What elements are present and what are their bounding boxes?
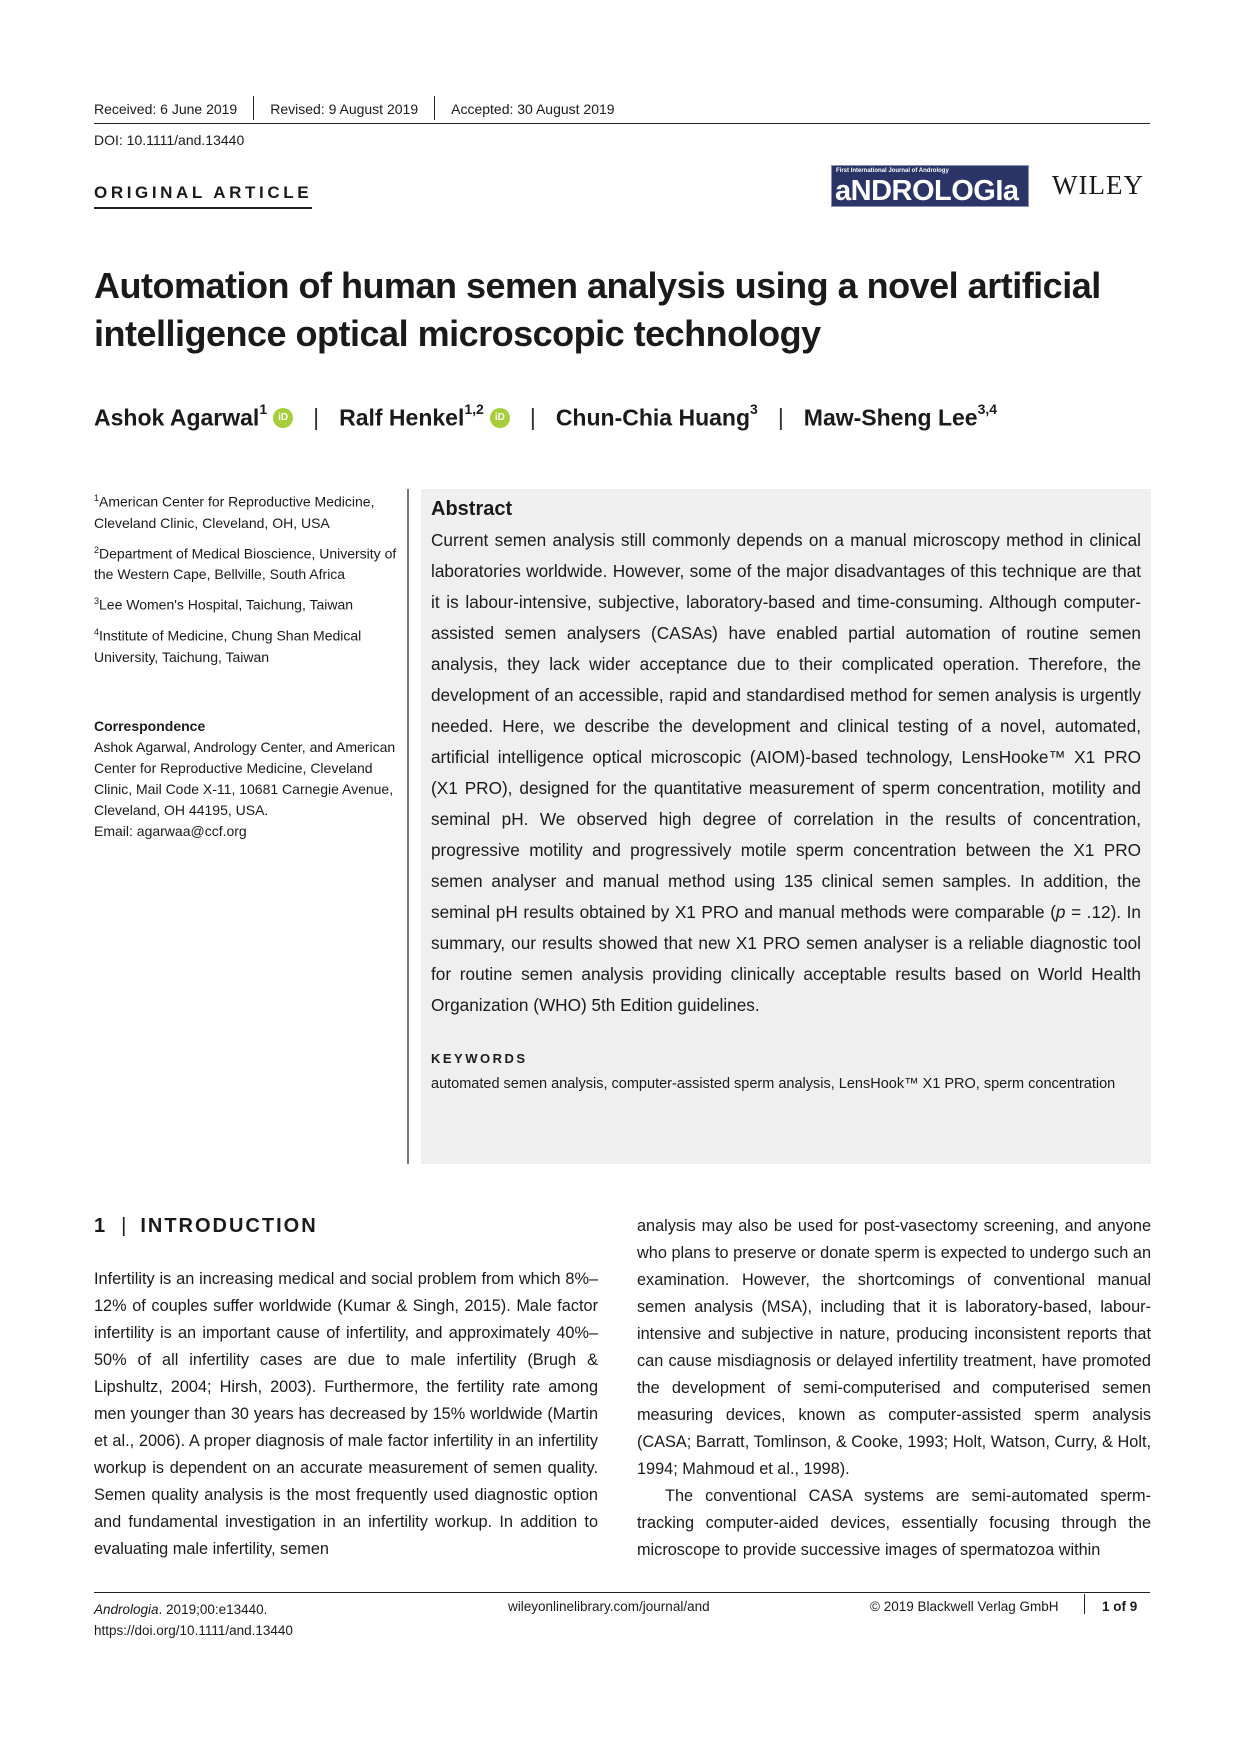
column-divider bbox=[407, 489, 409, 1164]
article-title: Automation of human semen analysis using a novel artificial intelligence optical microscopic technology bbox=[94, 265, 1101, 354]
divider: | bbox=[313, 404, 320, 431]
paragraph: The conventional CASA systems are semi-automated sperm-tracking computer-aided devices, essentially focusing through the microscope to provide successive images of spermatozoa within bbox=[637, 1487, 1151, 1559]
orcid-icon[interactable]: iD bbox=[490, 408, 510, 428]
affiliations bbox=[94, 488, 399, 674]
abstract-heading: Abstract bbox=[431, 498, 513, 520]
section-number: 1 bbox=[94, 1215, 108, 1237]
orcid-icon[interactable]: iD bbox=[273, 408, 293, 428]
divider bbox=[253, 96, 254, 120]
paragraph: Infertility is an increasing medical and social problem from which 8%–12% of couples suffer worldwide (Kumar & Singh, 2015). Male factor infertility is an important cause of infertility, and approximately 40%–50% of all infertility cases are due to male infertility (Brugh & Lipshultz, 2004; Hirsh, 2003). Furthermore, the fertility rate among men younger than 30 years has decreased by 15% worldwide (Martin et al., 2006). A proper diagnosis of male factor infertility in an infertility workup is dependent on an accurate measurement of semen quality. Semen quality analysis is the most frequently used diagnostic option and fundamental investigation in an infertility workup. In addition to evaluating male infertility, semen bbox=[94, 1270, 598, 1558]
footer-rule bbox=[94, 1592, 1150, 1593]
author[interactable]: Ralf Henkel$^{1,2}$ bbox=[339, 401, 484, 431]
affiliation: $^4$Institute of Medicine, Chung Shan Medical University, Taichung, Taiwan bbox=[94, 626, 362, 665]
page-number: 1 of 9 bbox=[1102, 1599, 1138, 1614]
footer-site-link[interactable]: wileyonlinelibrary.com/journal/and bbox=[508, 1599, 710, 1614]
divider bbox=[1084, 1594, 1085, 1614]
author[interactable]: Chun-Chia Huang$^3$ bbox=[555, 401, 758, 431]
section-heading bbox=[94, 1215, 318, 1238]
doi[interactable]: DOI: 10.1111/and.13440 bbox=[94, 132, 245, 148]
affiliation: $^2$Department of Medical Bioscience, University of the Western Cape, Bellville, South Africa bbox=[94, 544, 397, 583]
body-column-right bbox=[637, 1213, 1151, 1564]
paragraph: analysis may also be used for post-vasectomy screening, and anyone who plans to preserve or donate sperm is expected to undergo such an examination. However, the shortcomings of conventional manual semen analysis (MSA), including that it is laboratory-based, labour-intensive and subjective in nature, producing inconsistent reports that can cause misdiagnosis or delayed infertility treatment, have promoted the development of semi-computerised and computerised semen measuring devices, known as computer-assisted sperm analysis (CASA; Barratt, Tomlinson, & Cooke, 1993; Holt, Watson, Curry, & Holt, 1994; Mahmoud et al., 1998). bbox=[637, 1217, 1151, 1478]
article-history bbox=[94, 99, 1150, 124]
footer-doi-link[interactable]: https://doi.org/10.1111/and.13440 bbox=[94, 1623, 293, 1638]
author-list bbox=[94, 401, 998, 432]
article-type: ORIGINAL ARTICLE bbox=[94, 183, 312, 209]
received-date: Received: 6 June 2019 bbox=[94, 101, 238, 117]
correspondence-email[interactable]: Email: agarwaa@ccf.org bbox=[94, 823, 247, 839]
revised-date: Revised: 9 August 2019 bbox=[270, 101, 419, 117]
abstract-box bbox=[421, 489, 1151, 1164]
affiliation: $^1$American Center for Reproductive Medicine, Cleveland Clinic, Cleveland, OH, USA bbox=[94, 493, 375, 531]
body-column-left bbox=[94, 1266, 598, 1563]
correspondence bbox=[94, 716, 404, 842]
footer-citation: Andrologia. 2019;00:e13440. https://doi.org/10.1111/and.13440 bbox=[94, 1599, 293, 1641]
abstract-text: Current semen analysis still commonly depends on a manual microscopy method in clinical laboratories worldwide. However, some of the major disadvantages of this technique are that it is labour-intensive, subjective, laboratory-based and time-consuming. Although computer-assisted semen analysers (CASAs) have enabled partial automation of routine semen analysis, they lack wider acceptance due to their complicated operation. Therefore, the development of an accessible, rapid and standardised method for semen analysis is urgently needed. Here, we describe the development and clinical testing of a novel, automated, artificial intelligence optical microscopic (AIOM)-based technology, LensHooke™ X1 PRO (X1 PRO), designed for the quantitative measurement of sperm concentration, motility and seminal pH. We observed high degree of correlation in the results of concentration, progressive motility and progressively motile sperm concentration between the X1 PRO semen analyser and manual method using 135 clinical semen samples. In addition, the seminal pH results obtained by X1 PRO and manual methods were comparable (p = .12). In summary, our results showed that new X1 PRO semen analyser is a reliable diagnostic tool for routine semen analysis providing clinically acceptable results based on World Health Organization (WHO) 5th Edition guidelines. bbox=[431, 530, 1141, 1015]
author[interactable]: Ashok Agarwal$^1$ bbox=[94, 401, 268, 431]
divider bbox=[434, 96, 435, 120]
divider: | bbox=[529, 404, 536, 431]
keywords: automated semen analysis, computer-assisted sperm analysis, LensHook™ X1 PRO, sperm concentration bbox=[431, 1076, 1116, 1092]
affiliation: $^3$Lee Women's Hospital, Taichung, Taiwan bbox=[94, 596, 354, 613]
footer-copyright: © 2019 Blackwell Verlag GmbH bbox=[870, 1599, 1059, 1614]
andrologia-logo bbox=[831, 165, 1029, 207]
logo-name: aNDROLOGIa bbox=[835, 175, 1019, 207]
logo-tagline: First International Journal of Andrology bbox=[836, 168, 949, 174]
divider: | bbox=[121, 1215, 127, 1237]
author[interactable]: Maw-Sheng Lee$^{3,4}$ bbox=[803, 401, 998, 431]
divider: | bbox=[777, 404, 784, 431]
correspondence-address: Ashok Agarwal, Andrology Center, and American Center for Reproductive Medicine, Cleveland Clinic, Mail Code X-11, 10681 Carnegie Avenue, Cleveland, OH 44195, USA. bbox=[94, 739, 396, 818]
accepted-date: Accepted: 30 August 2019 bbox=[451, 101, 615, 117]
correspondence-heading: Correspondence bbox=[94, 718, 206, 734]
keywords-heading: KEYWORDS bbox=[431, 1051, 528, 1066]
wiley-logo: WILEY bbox=[1052, 170, 1144, 200]
section-title: INTRODUCTION bbox=[140, 1215, 318, 1237]
